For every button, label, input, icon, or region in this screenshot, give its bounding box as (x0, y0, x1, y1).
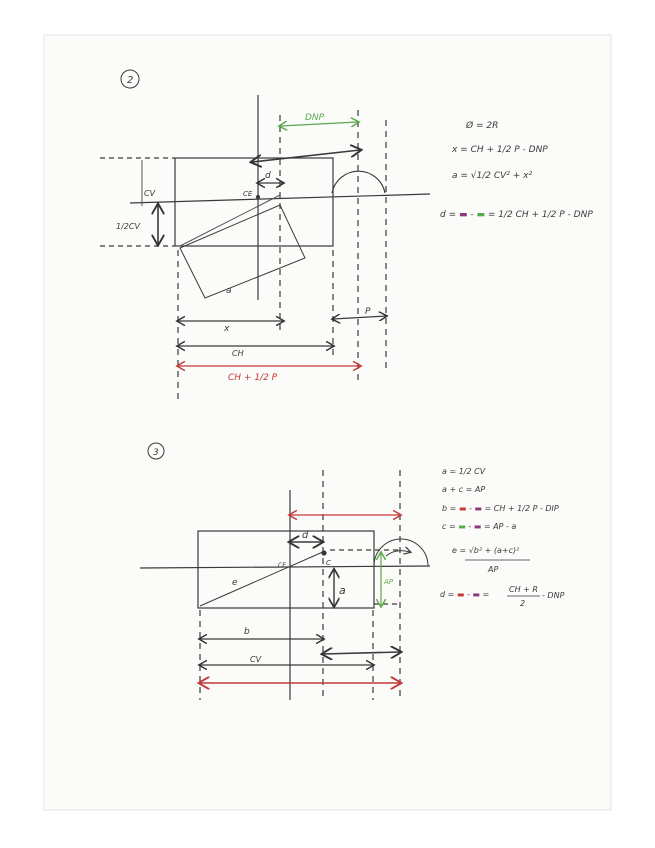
section-3-formula-b-prefix: b = (442, 504, 459, 513)
section-2-formula-a: a = √1/2 CV² + x² (452, 171, 533, 181)
section-2-formula-d-rest: = 1/2 CH + 1/2 P - DNP (485, 210, 593, 220)
section-3-formula-d-equals: = (479, 590, 490, 599)
section-3-label-c: C (326, 559, 331, 567)
section-3-formula-b-mark-red: ▬ (458, 504, 467, 513)
section-3-label-ap: AP (384, 578, 394, 586)
section-2-formula-d (440, 210, 593, 220)
section-3-label-a: a (339, 584, 346, 597)
section-2-center-dot (257, 196, 260, 199)
section-3-formula-c (442, 522, 516, 531)
section-3-formula-b-minus: - (466, 504, 475, 513)
section-3-label-b: b (244, 627, 250, 637)
section-2-label-cv: CV (144, 189, 156, 198)
section-2-formula-x: x = CH + 1/2 P - DNP (452, 145, 548, 155)
section-2-label-ch-half-p: CH + 1/2 P (228, 373, 278, 383)
section-3-formula-e: e = √b² + (a+c)² (452, 546, 520, 555)
section-3-center-dot (322, 551, 326, 555)
section-3-formula-c-mark-purple: ▬ (473, 522, 482, 531)
section-3-formula-d (440, 590, 489, 599)
section-3-formula-a-plus-c: a + c = AP (442, 485, 486, 494)
section-3-formula-c-prefix: c = (442, 522, 459, 531)
section-2-label-ce: CE (243, 190, 253, 198)
section-3-formula-d-prefix: d = (440, 590, 457, 599)
section-3-label-ce: CE (278, 562, 286, 569)
section-2-formula-diameter: Ø = 2R (466, 121, 499, 131)
section-3-formula-e-denominator: AP (488, 565, 499, 574)
section-3-formula-d-numerator: CH + R (509, 585, 538, 594)
section-2-label-ch: CH (232, 349, 244, 358)
section-3-formula-b (442, 504, 559, 513)
section-2-formula-d-mark-green: ▬ (476, 210, 485, 220)
section-3-formula-c-minus: - (465, 522, 474, 531)
section-3-label-d: d (302, 530, 309, 541)
section-3-label-cv: CV (250, 655, 262, 664)
section-3-formula-d-minus: - (464, 590, 473, 599)
section-2-label-d: d (265, 171, 271, 181)
section-2-label-a: a (226, 286, 232, 296)
section-3-number: 3 (153, 448, 159, 458)
section-2-number: 2 (127, 75, 134, 86)
section-3-formula-c-mark-green: ▬ (458, 522, 466, 531)
section-3-formula-d-mark-red: ▬ (456, 590, 465, 599)
section-3-formula-d-mark-purple: ▬ (472, 590, 480, 599)
section-2-label-half-cv: 1/2CV (116, 222, 140, 231)
section-3-formula-b-rest: = CH + 1/2 P - DIP (481, 504, 559, 513)
section-2-formula-d-minus: - (467, 210, 477, 220)
section-2-formula-d-mark-red: ▬ (458, 210, 468, 220)
section-2-label-x: x (224, 324, 230, 334)
section-3-formula-d-denominator: 2 (520, 599, 526, 608)
section-2-label-p: P (365, 307, 371, 317)
section-3-formula-d-tail: - DNP (542, 591, 565, 600)
section-3-formula-b-mark-purple: ▬ (474, 504, 482, 513)
section-3-label-e: e (232, 578, 238, 588)
section-2-formula-d-prefix: d = (440, 210, 459, 220)
section-3-formula-a: a = 1/2 CV (442, 467, 486, 476)
section-2-label-dnp: DNP (305, 113, 325, 123)
section-3-formula-c-rest: = AP - a (481, 522, 517, 531)
